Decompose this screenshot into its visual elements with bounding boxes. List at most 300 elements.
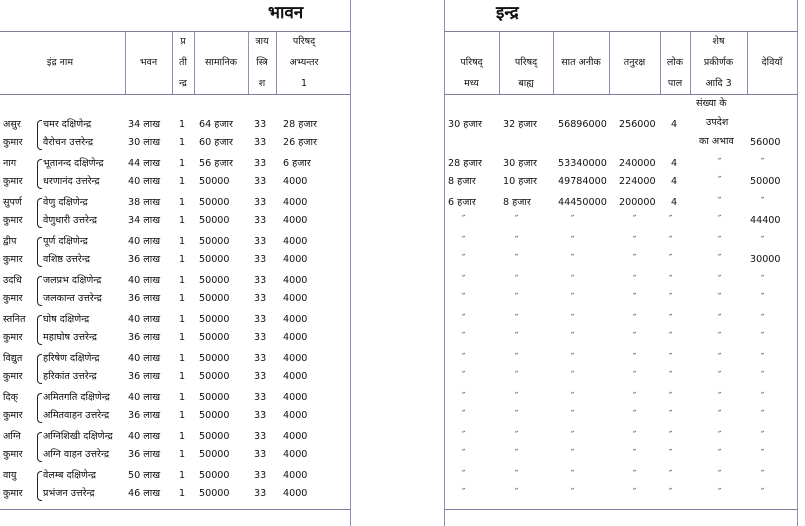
- ditto-mark: ˝: [668, 293, 673, 303]
- header-prateendra-3: न्द्र: [179, 78, 187, 89]
- ditto-mark: ˝: [760, 488, 765, 498]
- shesh-note-line-1: संख्या के: [696, 98, 727, 109]
- group-brace: [37, 198, 42, 228]
- ditto-mark: ˝: [717, 431, 722, 441]
- cell-samanik: 50000: [199, 275, 230, 286]
- ditto-mark: ˝: [668, 392, 673, 402]
- ditto-mark: ˝: [570, 410, 575, 420]
- cell-inner: 4000: [283, 332, 308, 343]
- ditto-mark: ˝: [668, 275, 673, 285]
- cell-samanik: 50000: [199, 431, 230, 442]
- ditto-mark: ˝: [632, 332, 637, 342]
- cell-prateendra: 1: [179, 470, 186, 481]
- ditto-mark: ˝: [717, 236, 722, 246]
- ditto-mark: ˝: [668, 431, 673, 441]
- indra-name: जलकान्त उत्तरेन्द्र: [43, 293, 102, 304]
- ditto-mark: ˝: [461, 470, 466, 480]
- ditto-mark: ˝: [570, 293, 575, 303]
- ditto-mark: ˝: [717, 254, 722, 264]
- indra-name: वेणुधारी उत्तरेन्द्र: [43, 215, 97, 226]
- group-kind-line-1: दिक्: [3, 392, 18, 403]
- cell-trayas: 33: [254, 353, 267, 364]
- ditto-mark: ˝: [760, 197, 765, 207]
- ditto-mark: ˝: [570, 275, 575, 285]
- ditto-mark: ˝: [514, 410, 519, 420]
- ditto-mark: ˝: [668, 470, 673, 480]
- group-kind-line-1: विद्युत: [3, 353, 23, 364]
- group-kind-line-1: असुर: [3, 119, 21, 130]
- cell-bhavan: 36 लाख: [128, 293, 161, 304]
- cell-tanu: 240000: [619, 158, 656, 169]
- ditto-mark: ˝: [570, 314, 575, 324]
- cell-devi: 44400: [750, 215, 781, 226]
- ditto-mark: ˝: [668, 449, 673, 459]
- cell-lokpal: 4: [671, 119, 678, 130]
- ditto-mark: ˝: [632, 449, 637, 459]
- indra-name: प्रभंजन उत्तरेन्द्र: [43, 488, 95, 499]
- cell-samanik: 50000: [199, 332, 230, 343]
- ditto-mark: ˝: [632, 431, 637, 441]
- ditto-mark: ˝: [760, 392, 765, 402]
- cell-samanik: 50000: [199, 293, 230, 304]
- header-bottom-line-right: [444, 94, 798, 95]
- indra-name: वेणु दक्षिणेन्द्र: [43, 197, 88, 208]
- indra-name: घोष दक्षिणेन्द्र: [43, 314, 90, 325]
- header-bottom-line-left: [0, 94, 351, 95]
- ditto-mark: ˝: [461, 254, 466, 264]
- ditto-mark: ˝: [668, 410, 673, 420]
- ditto-mark: ˝: [570, 236, 575, 246]
- header-middle-1: परिषद्: [460, 57, 483, 68]
- cell-inner: 4000: [283, 392, 308, 403]
- cell-trayas: 33: [254, 392, 267, 403]
- cell-devi: 56000: [750, 137, 781, 148]
- ditto-mark: ˝: [668, 254, 673, 264]
- ditto-mark: ˝: [514, 431, 519, 441]
- cell-samanik: 50000: [199, 392, 230, 403]
- cell-aneek: 44450000: [558, 197, 607, 208]
- group-kind-line-1: वायु: [3, 470, 17, 481]
- ditto-mark: ˝: [461, 431, 466, 441]
- ditto-mark: ˝: [717, 392, 722, 402]
- ditto-mark: ˝: [760, 449, 765, 459]
- cell-bhavan: 34 लाख: [128, 215, 161, 226]
- indra-name: वैरोचन उत्तरेन्द्र: [43, 137, 94, 148]
- ditto-mark: ˝: [760, 158, 765, 168]
- cell-trayas: 33: [254, 293, 267, 304]
- cell-prateendra: 1: [179, 215, 186, 226]
- cell-prateendra: 1: [179, 275, 186, 286]
- cell-tanu: 256000: [619, 119, 656, 130]
- cell-bhavan: 30 लाख: [128, 137, 161, 148]
- header-name: इंद्र नाम: [46, 57, 74, 68]
- ditto-mark: ˝: [760, 275, 765, 285]
- ditto-mark: ˝: [570, 332, 575, 342]
- group-kind-line-2: कुमार: [3, 176, 23, 187]
- group-kind-line-1: उदधि: [3, 275, 22, 286]
- ditto-mark: ˝: [514, 353, 519, 363]
- ditto-mark: ˝: [717, 275, 722, 285]
- ditto-mark: ˝: [570, 371, 575, 381]
- ditto-mark: ˝: [461, 488, 466, 498]
- shesh-note-line-3: का अभाव: [699, 136, 734, 147]
- indra-name: हरिषेण दक्षिणेन्द्र: [43, 353, 100, 364]
- ditto-mark: ˝: [461, 371, 466, 381]
- header-trayas-3: श: [258, 78, 266, 89]
- shesh-note-line-2: उपदेश: [706, 117, 729, 128]
- cell-inner: 4000: [283, 275, 308, 286]
- ditto-mark: ˝: [632, 275, 637, 285]
- right-margin-line: [797, 0, 798, 526]
- group-kind-line-1: स्तनित: [3, 314, 26, 325]
- ditto-mark: ˝: [461, 332, 466, 342]
- cell-inner: 4000: [283, 410, 308, 421]
- cell-trayas: 33: [254, 431, 267, 442]
- indra-name: वशिष्ठ उत्तरेन्द्र: [43, 254, 90, 265]
- cell-tanu: 200000: [619, 197, 656, 208]
- cell-samanik: 50000: [199, 197, 230, 208]
- ditto-mark: ˝: [717, 293, 722, 303]
- page-title-left: भावन: [268, 3, 304, 23]
- indra-name: पूर्ण दक्षिणेन्द्र: [43, 236, 88, 247]
- indra-name: चमर दक्षिणेन्द्र: [43, 119, 92, 130]
- cell-trayas: 33: [254, 158, 267, 169]
- ditto-mark: ˝: [461, 392, 466, 402]
- cell-inner: 4000: [283, 236, 308, 247]
- indra-name: अग्नि वाहन उत्तरेन्द्र: [43, 449, 110, 460]
- cell-inner: 4000: [283, 293, 308, 304]
- cell-prateendra: 1: [179, 158, 186, 169]
- ditto-mark: ˝: [570, 353, 575, 363]
- header-prateendra-2: ती: [179, 57, 187, 68]
- cell-samanik: 56 हजार: [199, 158, 233, 169]
- cell-bhavan: 36 लाख: [128, 410, 161, 421]
- group-brace: [37, 432, 42, 462]
- cell-prateendra: 1: [179, 197, 186, 208]
- header-prateendra-1: प्र: [180, 36, 186, 47]
- cell-aneek: 56896000: [558, 119, 607, 130]
- cell-prateendra: 1: [179, 176, 186, 187]
- cell-prateendra: 1: [179, 371, 186, 382]
- indra-name: अग्निशिखी दक्षिणेन्द्र: [43, 431, 113, 442]
- cell-trayas: 33: [254, 449, 267, 460]
- cell-prateendra: 1: [179, 236, 186, 247]
- ditto-mark: ˝: [717, 314, 722, 324]
- ditto-mark: ˝: [461, 314, 466, 324]
- cell-trayas: 33: [254, 215, 267, 226]
- cell-middle: 28 हजार: [448, 158, 482, 169]
- ditto-mark: ˝: [717, 215, 722, 225]
- cell-samanik: 50000: [199, 488, 230, 499]
- cell-lokpal: 4: [671, 197, 678, 208]
- cell-inner: 4000: [283, 371, 308, 382]
- header-trayas-2: स्त्रि: [256, 57, 268, 68]
- cell-prateendra: 1: [179, 314, 186, 325]
- cell-samanik: 50000: [199, 410, 230, 421]
- header-tanurakshak: तनुरक्ष: [623, 57, 646, 68]
- ditto-mark: ˝: [760, 470, 765, 480]
- cell-samanik: 50000: [199, 353, 230, 364]
- cell-samanik: 64 हजार: [199, 119, 233, 130]
- cell-bhavan: 40 लाख: [128, 353, 161, 364]
- cell-trayas: 33: [254, 197, 267, 208]
- ditto-mark: ˝: [461, 275, 466, 285]
- ditto-mark: ˝: [461, 215, 466, 225]
- cell-inner: 4000: [283, 431, 308, 442]
- cell-trayas: 33: [254, 236, 267, 247]
- cell-samanik: 50000: [199, 176, 230, 187]
- cell-bhavan: 36 लाख: [128, 371, 161, 382]
- header-inner-3: 1: [300, 78, 308, 89]
- ditto-mark: ˝: [514, 236, 519, 246]
- ditto-mark: ˝: [717, 410, 722, 420]
- ditto-mark: ˝: [668, 236, 673, 246]
- ditto-mark: ˝: [717, 176, 722, 186]
- ditto-mark: ˝: [760, 332, 765, 342]
- group-brace: [37, 354, 42, 384]
- cell-trayas: 33: [254, 488, 267, 499]
- cell-bhavan: 40 लाख: [128, 431, 161, 442]
- group-brace: [37, 315, 42, 345]
- ditto-mark: ˝: [668, 314, 673, 324]
- header-aneek: सात अनीक: [561, 57, 601, 68]
- group-kind-line-2: कुमार: [3, 410, 23, 421]
- ditto-mark: ˝: [461, 293, 466, 303]
- footer-line-left: [0, 509, 351, 510]
- ditto-mark: ˝: [461, 236, 466, 246]
- cell-samanik: 50000: [199, 314, 230, 325]
- group-kind-line-1: सुपर्ण: [3, 197, 22, 208]
- cell-outer: 8 हजार: [503, 197, 531, 208]
- cell-prateendra: 1: [179, 332, 186, 343]
- cell-bhavan: 46 लाख: [128, 488, 161, 499]
- cell-trayas: 33: [254, 314, 267, 325]
- cell-inner: 4000: [283, 470, 308, 481]
- ditto-mark: ˝: [632, 470, 637, 480]
- cell-lokpal: 4: [671, 176, 678, 187]
- cell-samanik: 60 हजार: [199, 137, 233, 148]
- cell-prateendra: 1: [179, 449, 186, 460]
- ditto-mark: ˝: [570, 392, 575, 402]
- group-brace: [37, 120, 42, 150]
- group-kind-line-1: द्वीप: [3, 236, 17, 247]
- ditto-mark: ˝: [570, 254, 575, 264]
- ditto-mark: ˝: [717, 332, 722, 342]
- cell-bhavan: 36 लाख: [128, 332, 161, 343]
- cell-middle: 8 हजार: [448, 176, 476, 187]
- header-lokpal-1: लोक: [666, 57, 684, 68]
- ditto-mark: ˝: [717, 488, 722, 498]
- group-kind-line-2: कुमार: [3, 332, 23, 343]
- cell-prateendra: 1: [179, 410, 186, 421]
- ditto-mark: ˝: [461, 449, 466, 459]
- group-kind-line-2: कुमार: [3, 254, 23, 265]
- cell-trayas: 33: [254, 410, 267, 421]
- indra-name: जलप्रभ दक्षिणेन्द्र: [43, 275, 102, 286]
- ditto-mark: ˝: [717, 470, 722, 480]
- cell-samanik: 50000: [199, 470, 230, 481]
- header-shesh-1: शेष: [712, 36, 725, 47]
- cell-prateendra: 1: [179, 254, 186, 265]
- ditto-mark: ˝: [461, 353, 466, 363]
- header-inner-1: परिषद्: [292, 36, 316, 47]
- cell-bhavan: 40 लाख: [128, 275, 161, 286]
- cell-aneek: 53340000: [558, 158, 607, 169]
- indra-name: महाघोष उत्तरेन्द्र: [43, 332, 97, 343]
- ditto-mark: ˝: [632, 410, 637, 420]
- header-deviyan: देवियाँ: [761, 57, 783, 68]
- ditto-mark: ˝: [514, 392, 519, 402]
- group-kind-line-2: कुमार: [3, 371, 23, 382]
- ditto-mark: ˝: [717, 449, 722, 459]
- header-trayas-1: त्राय: [255, 36, 269, 47]
- header-samanik: सामानिक: [204, 57, 238, 68]
- group-brace: [37, 471, 42, 501]
- ditto-mark: ˝: [668, 353, 673, 363]
- cell-prateendra: 1: [179, 392, 186, 403]
- cell-samanik: 50000: [199, 215, 230, 226]
- header-shesh-3: आदि 3: [705, 78, 732, 89]
- header-shesh-2: प्रकीर्णक: [703, 57, 734, 68]
- cell-aneek: 49784000: [558, 176, 607, 187]
- cell-bhavan: 40 लाख: [128, 392, 161, 403]
- ditto-mark: ˝: [570, 470, 575, 480]
- cell-bhavan: 34 लाख: [128, 119, 161, 130]
- cell-inner: 4000: [283, 197, 308, 208]
- cell-lokpal: 4: [671, 158, 678, 169]
- ditto-mark: ˝: [760, 236, 765, 246]
- cell-bhavan: 38 लाख: [128, 197, 161, 208]
- cell-trayas: 33: [254, 176, 267, 187]
- ditto-mark: ˝: [717, 371, 722, 381]
- cell-prateendra: 1: [179, 431, 186, 442]
- cell-outer: 10 हजार: [503, 176, 537, 187]
- ditto-mark: ˝: [514, 470, 519, 480]
- ditto-mark: ˝: [570, 449, 575, 459]
- cell-inner: 4000: [283, 314, 308, 325]
- cell-bhavan: 44 लाख: [128, 158, 161, 169]
- cell-inner: 4000: [283, 488, 308, 499]
- ditto-mark: ˝: [514, 449, 519, 459]
- header-middle-2: मध्य: [464, 78, 479, 89]
- cell-devi: 30000: [750, 254, 781, 265]
- cell-inner: 26 हजार: [283, 137, 317, 148]
- group-kind-line-2: कुमार: [3, 137, 23, 148]
- indra-name: वेलम्ब दक्षिणेन्द्र: [43, 470, 96, 481]
- ditto-mark: ˝: [632, 488, 637, 498]
- ditto-mark: ˝: [514, 332, 519, 342]
- footer-line-right: [444, 509, 798, 510]
- ditto-mark: ˝: [570, 431, 575, 441]
- group-brace: [37, 393, 42, 423]
- cell-trayas: 33: [254, 254, 267, 265]
- cell-middle: 30 हजार: [448, 119, 482, 130]
- ditto-mark: ˝: [760, 314, 765, 324]
- ditto-mark: ˝: [514, 254, 519, 264]
- cell-inner: 4000: [283, 176, 308, 187]
- ditto-mark: ˝: [668, 215, 673, 225]
- ditto-mark: ˝: [514, 293, 519, 303]
- ditto-mark: ˝: [461, 410, 466, 420]
- ditto-mark: ˝: [668, 488, 673, 498]
- header-bhavan: भवन: [139, 57, 158, 68]
- cell-inner: 28 हजार: [283, 119, 317, 130]
- group-kind-line-2: कुमार: [3, 215, 23, 226]
- cell-inner: 4000: [283, 449, 308, 460]
- ditto-mark: ˝: [514, 215, 519, 225]
- ditto-mark: ˝: [632, 392, 637, 402]
- ditto-mark: ˝: [668, 332, 673, 342]
- ditto-mark: ˝: [632, 293, 637, 303]
- cell-bhavan: 50 लाख: [128, 470, 161, 481]
- page-title-right: इन्द्र: [496, 3, 519, 23]
- ditto-mark: ˝: [570, 488, 575, 498]
- ditto-mark: ˝: [514, 314, 519, 324]
- indra-name: धरणानंद उत्तरेन्द्र: [43, 176, 100, 187]
- cell-middle: 6 हजार: [448, 197, 476, 208]
- cell-prateendra: 1: [179, 137, 186, 148]
- cell-trayas: 33: [254, 275, 267, 286]
- cell-inner: 4000: [283, 215, 308, 226]
- left-page-edge: [350, 0, 351, 526]
- ditto-mark: ˝: [717, 158, 722, 168]
- cell-samanik: 50000: [199, 236, 230, 247]
- cell-samanik: 50000: [199, 371, 230, 382]
- ditto-mark: ˝: [760, 353, 765, 363]
- header-inner-2: अभ्यन्तर: [289, 57, 319, 68]
- group-kind-line-1: नाग: [3, 158, 17, 169]
- indra-name: भूतानन्द दक्षिणेन्द्र: [43, 158, 104, 169]
- cell-trayas: 33: [254, 470, 267, 481]
- cell-inner: 4000: [283, 353, 308, 364]
- ditto-mark: ˝: [570, 215, 575, 225]
- cell-trayas: 33: [254, 371, 267, 382]
- group-brace: [37, 237, 42, 267]
- cell-trayas: 33: [254, 119, 267, 130]
- ditto-mark: ˝: [632, 215, 637, 225]
- ditto-mark: ˝: [717, 197, 722, 207]
- group-brace: [37, 276, 42, 306]
- indra-name: अमितवाहन उत्तरेन्द्र: [43, 410, 110, 421]
- ditto-mark: ˝: [760, 293, 765, 303]
- cell-outer: 30 हजार: [503, 158, 537, 169]
- cell-trayas: 33: [254, 137, 267, 148]
- header-lokpal-2: पाल: [667, 78, 683, 89]
- cell-prateendra: 1: [179, 488, 186, 499]
- group-kind-line-1: अग्नि: [3, 431, 21, 442]
- cell-samanik: 50000: [199, 449, 230, 460]
- ditto-mark: ˝: [668, 371, 673, 381]
- ditto-mark: ˝: [514, 371, 519, 381]
- cell-prateendra: 1: [179, 293, 186, 304]
- cell-prateendra: 1: [179, 119, 186, 130]
- cell-devi: 50000: [750, 176, 781, 187]
- cell-prateendra: 1: [179, 353, 186, 364]
- cell-samanik: 50000: [199, 254, 230, 265]
- ditto-mark: ˝: [514, 488, 519, 498]
- header-outer-2: बाह्य: [518, 78, 534, 89]
- group-kind-line-2: कुमार: [3, 449, 23, 460]
- cell-bhavan: 36 लाख: [128, 449, 161, 460]
- cell-trayas: 33: [254, 332, 267, 343]
- cell-outer: 32 हजार: [503, 119, 537, 130]
- ditto-mark: ˝: [632, 236, 637, 246]
- group-brace: [37, 159, 42, 189]
- group-kind-line-2: कुमार: [3, 293, 23, 304]
- ditto-mark: ˝: [632, 353, 637, 363]
- ditto-mark: ˝: [632, 314, 637, 324]
- indra-name: अमितगति दक्षिणेन्द्र: [43, 392, 110, 403]
